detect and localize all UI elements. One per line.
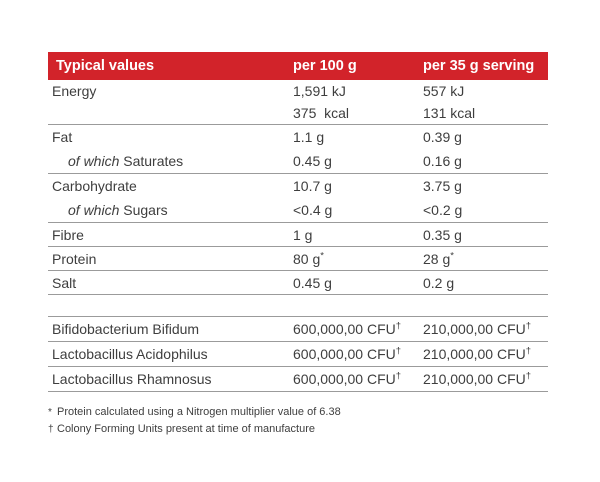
row-energy-kcal bbox=[48, 102, 548, 124]
row-group-energy bbox=[48, 80, 548, 125]
row-lactobacillus-acidophilus bbox=[48, 342, 548, 366]
label-text: Carbohydrate bbox=[52, 178, 137, 194]
footnote-dagger-marker: † bbox=[48, 424, 54, 435]
value-per-100g: 600,000,00 CFU† bbox=[293, 320, 402, 337]
value-per-35g: 0.35 g bbox=[423, 226, 462, 243]
row-group-acidophilus bbox=[48, 342, 548, 367]
dagger-marker: † bbox=[395, 345, 402, 357]
value-per-35g: 0.39 g bbox=[423, 129, 462, 145]
value-per-35g: <0.2 g bbox=[423, 202, 463, 218]
row-label bbox=[48, 178, 293, 194]
row-label bbox=[48, 251, 293, 267]
row-sugars bbox=[48, 198, 548, 222]
value-per-100g: 375 kcal bbox=[293, 105, 350, 121]
value-per-100g: 1.1 g bbox=[293, 129, 325, 145]
of-which-prefix: of which bbox=[68, 153, 124, 169]
dagger-marker: † bbox=[395, 320, 402, 332]
value-per-100g: 0.45 g bbox=[293, 153, 332, 169]
row-group-carbohydrate bbox=[48, 174, 548, 223]
row-label bbox=[48, 371, 293, 387]
asterisk-marker: * bbox=[320, 249, 324, 261]
value-per-100g: 10.7 g bbox=[293, 178, 332, 194]
header-per-100g: per 100 g bbox=[293, 58, 357, 74]
header-typical-values: Typical values bbox=[56, 58, 155, 74]
value-per-35g: 557 kJ bbox=[423, 83, 465, 99]
row-group-fat bbox=[48, 125, 548, 174]
row-group-bifidobacterium bbox=[48, 316, 548, 342]
label-text: Lactobacillus Rhamnosus bbox=[52, 371, 212, 387]
value-per-100g: 80 g* bbox=[293, 249, 324, 267]
value-per-35g: 3.75 g bbox=[423, 178, 462, 194]
row-group-fibre bbox=[48, 223, 548, 247]
footnote-protein bbox=[48, 404, 341, 421]
footnote-asterisk-marker: * bbox=[48, 407, 52, 418]
row-salt bbox=[48, 271, 548, 294]
footnotes bbox=[48, 404, 341, 438]
dagger-marker: † bbox=[395, 370, 402, 382]
value-per-35g: 131 kcal bbox=[423, 105, 476, 121]
row-label bbox=[48, 202, 293, 218]
value-per-35g: 0.2 g bbox=[423, 274, 455, 291]
row-label bbox=[48, 346, 293, 362]
value-per-100g: 600,000,00 CFU† bbox=[293, 370, 402, 387]
row-label bbox=[48, 321, 293, 337]
label-text: Salt bbox=[52, 274, 77, 291]
row-lactobacillus-rhamnosus bbox=[48, 367, 548, 391]
dagger-marker: † bbox=[525, 320, 532, 332]
footnote-text: Protein calculated using a Nitrogen multiplier value of 6.38 bbox=[57, 406, 341, 418]
row-group-salt bbox=[48, 271, 548, 295]
table-header-row bbox=[48, 52, 548, 80]
row-saturates bbox=[48, 149, 548, 173]
asterisk-marker: * bbox=[450, 249, 454, 261]
row-fat bbox=[48, 125, 548, 149]
row-label bbox=[48, 227, 293, 243]
dagger-marker: † bbox=[525, 370, 532, 382]
label-text: Sugars bbox=[123, 202, 168, 218]
row-label bbox=[48, 83, 293, 99]
value-per-100g: 1,591 kJ bbox=[293, 83, 346, 99]
row-bifidobacterium-bifidum bbox=[48, 317, 548, 341]
footnote-text: Colony Forming Units present at time of manufacture bbox=[57, 423, 316, 435]
value-per-100g: <0.4 g bbox=[293, 202, 333, 218]
value-per-35g: 210,000,00 CFU† bbox=[423, 320, 532, 337]
label-text: Bifidobacterium Bifidum bbox=[52, 321, 200, 337]
row-carbohydrate bbox=[48, 174, 548, 198]
value-per-100g: 600,000,00 CFU† bbox=[293, 345, 402, 362]
row-fibre bbox=[48, 223, 548, 246]
value-per-35g: 28 g* bbox=[423, 249, 454, 267]
row-label bbox=[48, 153, 293, 169]
label-text: Saturates bbox=[123, 153, 184, 169]
value-per-100g: 0.45 g bbox=[293, 274, 332, 291]
value-per-35g: 0.16 g bbox=[423, 153, 462, 169]
row-group-rhamnosus bbox=[48, 367, 548, 392]
label-text: Fat bbox=[52, 129, 73, 145]
section-gap bbox=[48, 295, 548, 316]
dagger-marker: † bbox=[525, 345, 532, 357]
header-per-35g-serving: per 35 g serving bbox=[423, 58, 535, 74]
value-per-35g: 210,000,00 CFU† bbox=[423, 370, 532, 387]
row-group-protein bbox=[48, 247, 548, 271]
value-per-100g: 1 g bbox=[293, 226, 313, 243]
row-energy bbox=[48, 80, 548, 102]
of-which-prefix: of which bbox=[68, 202, 124, 218]
value-per-35g: 210,000,00 CFU† bbox=[423, 345, 532, 362]
row-label bbox=[48, 275, 293, 291]
nutrition-table bbox=[48, 52, 548, 392]
footnote-cfu bbox=[48, 421, 341, 438]
row-protein bbox=[48, 247, 548, 270]
label-text: Energy bbox=[52, 83, 97, 99]
label-text: Protein bbox=[52, 250, 97, 267]
row-label bbox=[48, 129, 293, 145]
label-text: Lactobacillus Acidophilus bbox=[52, 346, 208, 362]
label-text: Fibre bbox=[52, 226, 84, 243]
